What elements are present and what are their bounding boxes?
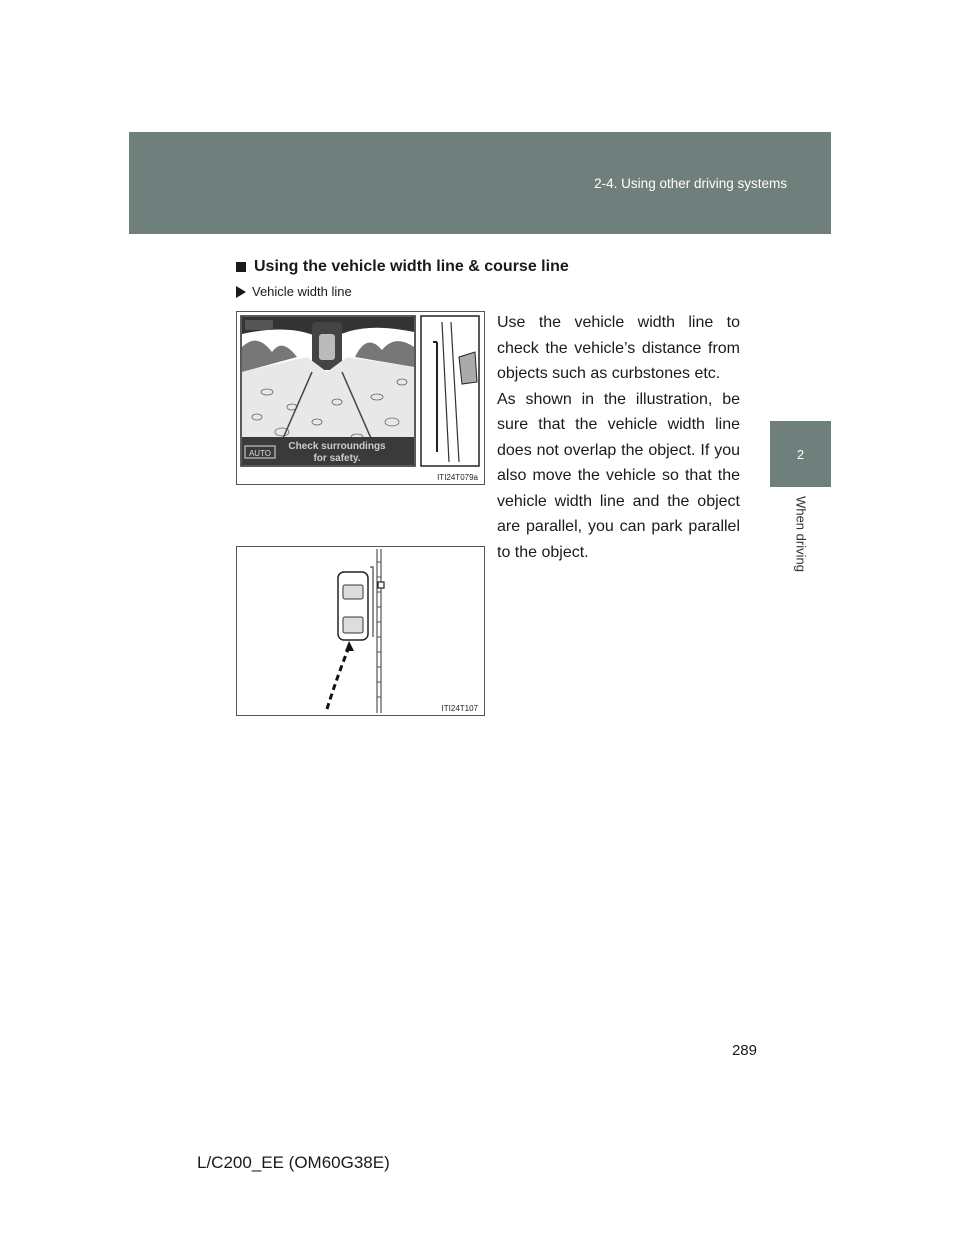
camera-message-line1: Check surroundings <box>288 441 386 452</box>
figure-code: ITI24T079a <box>437 473 478 482</box>
camera-view-figure <box>236 311 485 485</box>
chapter-tab <box>770 421 831 487</box>
body-paragraph: As shown in the illustration, be sure that the vehicle width line does not overlap the object. If you also move the vehicle so that the vehicle width line and the object are parallel, you can park parallel to the object. <box>497 390 740 561</box>
header-title: 2-4. Using other driving systems <box>594 176 787 191</box>
page-number: 289 <box>731 1042 757 1059</box>
section-heading <box>236 258 569 276</box>
camera-view-illustration <box>237 312 484 484</box>
mode-label: AUTO <box>248 449 272 458</box>
sub-heading <box>236 284 352 299</box>
header-band <box>129 132 831 234</box>
sub-heading-text: Vehicle width line <box>252 284 352 299</box>
chapter-number: 2 <box>796 446 805 462</box>
triangle-bullet-icon <box>236 286 246 298</box>
chapter-label: When driving <box>793 496 809 572</box>
parking-diagram-figure <box>236 546 485 716</box>
footer-doc-code: L/C200_EE (OM60G38E) <box>197 1153 390 1172</box>
square-bullet-icon <box>236 262 246 272</box>
body-paragraph: Use the vehicle width line to check the vehicle’s distance from objects such as curbstones etc. <box>497 314 740 382</box>
parking-diagram-illustration <box>237 547 484 715</box>
body-text <box>497 310 740 565</box>
section-heading-text: Using the vehicle width line & course line <box>254 258 569 275</box>
figure-code: ITI24T107 <box>441 704 478 713</box>
camera-message-line2: for safety. <box>313 453 361 464</box>
